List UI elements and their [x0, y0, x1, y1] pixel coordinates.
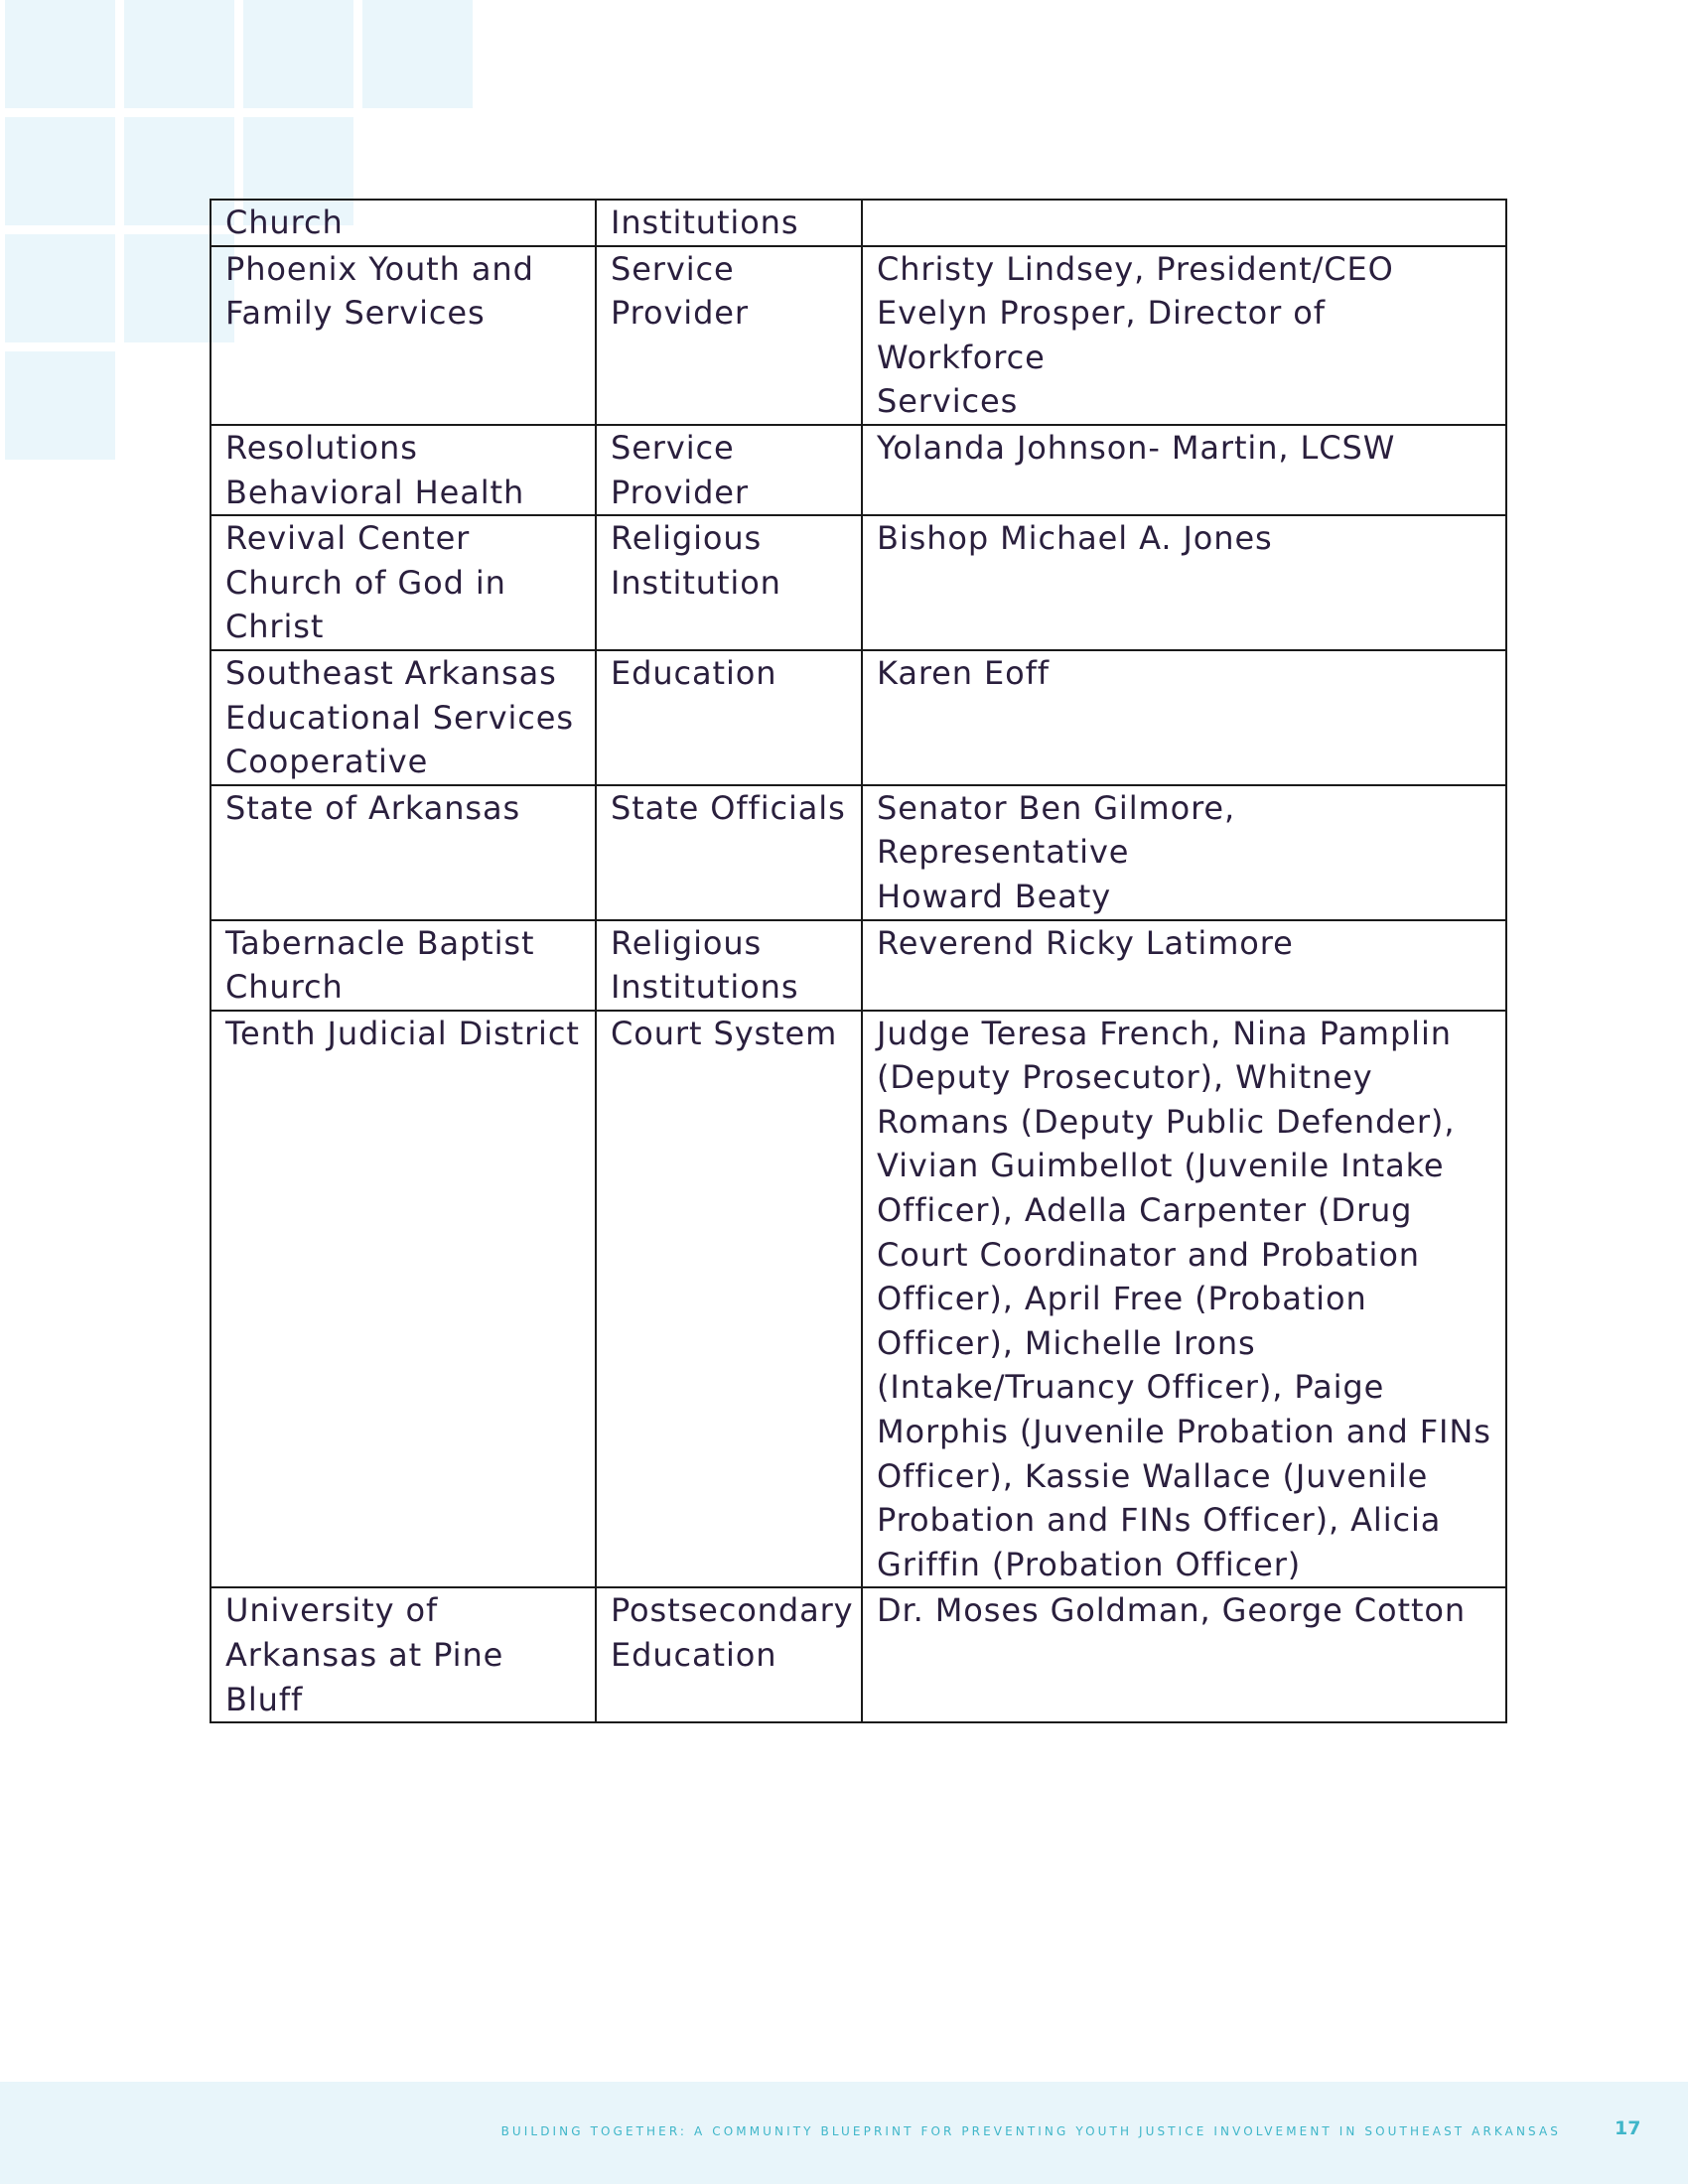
contacts-cell: Reverend Ricky Latimore [862, 920, 1506, 1011]
contacts-cell: Senator Ben Gilmore, Representative Howard Beaty [862, 785, 1506, 920]
decorative-tile [5, 351, 115, 460]
type-cell: Service Provider [596, 246, 862, 425]
type-cell: Service Provider [596, 425, 862, 515]
decorative-tile [5, 117, 115, 225]
table-row [211, 246, 1506, 425]
table-row [211, 200, 1506, 246]
organization-cell: Southeast Arkansas Educational Services Cooperative [211, 650, 596, 785]
type-cell: Court System [596, 1011, 862, 1588]
page-footer [0, 2082, 1688, 2184]
type-cell: Religious Institutions [596, 920, 862, 1011]
footer-title: BUILDING TOGETHER: A COMMUNITY BLUEPRINT FOR PREVENTING YOUTH JUSTICE INVOLVEMENT IN SOUTHEAST ARKANSAS [500, 2124, 1561, 2138]
decorative-tile [243, 0, 353, 108]
contacts-cell: Yolanda Johnson- Martin, LCSW [862, 425, 1506, 515]
type-cell: Postsecondary Education [596, 1587, 862, 1722]
decorative-tile [362, 0, 473, 108]
contacts-cell: Bishop Michael A. Jones [862, 515, 1506, 650]
table-row [211, 425, 1506, 515]
organization-cell: Phoenix Youth and Family Services [211, 246, 596, 425]
organization-cell: Tabernacle Baptist Church [211, 920, 596, 1011]
table-row [211, 650, 1506, 785]
table-row [211, 1587, 1506, 1722]
organization-cell: State of Arkansas [211, 785, 596, 920]
organization-cell: Tenth Judicial District [211, 1011, 596, 1588]
type-cell: Religious Institution [596, 515, 862, 650]
organization-cell: University of Arkansas at Pine Bluff [211, 1587, 596, 1722]
organization-cell: Revival Center Church of God in Christ [211, 515, 596, 650]
contacts-cell [862, 200, 1506, 246]
contacts-cell: Dr. Moses Goldman, George Cotton [862, 1587, 1506, 1722]
decorative-tile [124, 0, 234, 108]
table-row [211, 920, 1506, 1011]
stakeholder-table [210, 199, 1507, 1723]
type-cell: State Officials [596, 785, 862, 920]
organization-cell: Church [211, 200, 596, 246]
organization-cell: Resolutions Behavioral Health [211, 425, 596, 515]
contacts-cell: Christy Lindsey, President/CEO Evelyn Prosper, Director of Workforce Services [862, 246, 1506, 425]
contacts-cell: Judge Teresa French, Nina Pamplin (Deputy Prosecutor), Whitney Romans (Deputy Public Defender), Vivian Guimbellot (Juvenile Intake Officer), Adella Carpenter (Drug Court Coordinator and Probation Officer), April Free (Probation Officer), Michelle Irons (Intake/Truancy Officer), Paige Morphis (Juvenile Probation and FINs Officer), Kassie Wallace (Juvenile Probation and FINs Officer), Alicia Griffin (Probation Officer) [862, 1011, 1506, 1588]
page-number: 17 [1615, 2117, 1641, 2139]
decorative-tile [5, 234, 115, 342]
decorative-tile [5, 0, 115, 108]
type-cell: Institutions [596, 200, 862, 246]
table-row [211, 1011, 1506, 1588]
table-row [211, 515, 1506, 650]
type-cell: Education [596, 650, 862, 785]
contacts-cell: Karen Eoff [862, 650, 1506, 785]
table-row [211, 785, 1506, 920]
